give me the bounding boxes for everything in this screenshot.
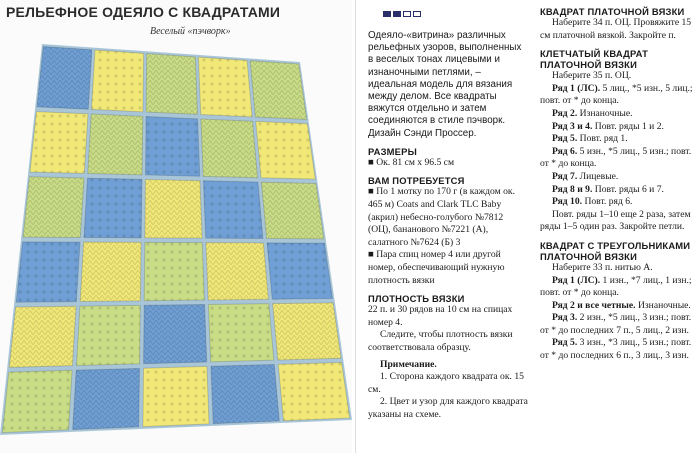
blanket-texture (76, 305, 140, 365)
materials-item-2: ■ Пара спиц номер 4 или другой номер, обеспечивающий нужную плотность вязки (368, 249, 505, 286)
blanket-texture (201, 119, 258, 178)
blanket-texture (73, 368, 140, 429)
gauge-check: Следите, чтобы плотность вязки соответствовала образцу. (368, 329, 513, 353)
square2-row-8-9: Ряд 8 и 9. Повт. ряды 6 и 7. (552, 183, 664, 195)
blanket-texture (267, 243, 332, 299)
blanket-texture (144, 305, 207, 364)
blanket-texture (143, 366, 209, 426)
square3-row-3: Ряд 3. 2 изн., *5 лиц., 3 изн.; повт. от * до последних 7 п., 5 лиц., 2 изн. (540, 312, 692, 336)
blanket-texture (92, 50, 144, 112)
blanket-texture (273, 303, 341, 360)
square1-text: Наберите 34 п. ОЦ. Провяжите 15 см платочной вязкой. Закройте п. (540, 17, 692, 41)
blanket-texture (146, 54, 197, 115)
square3-row-1: Ряд 1 (ЛС). 1 изн., *7 лиц., 1 изн.; повт. от * до конца. (540, 274, 692, 299)
notes-heading: Примечание. (380, 358, 437, 370)
square2-row-1: Ряд 1 (ЛС). 5 лиц., *5 изн., 5 лиц.; повт. от * до конца. (540, 82, 693, 107)
square2-cast: Наберите 35 п. ОЦ. (552, 70, 632, 82)
section-marker-icon (383, 11, 421, 17)
blanket-texture (250, 61, 307, 120)
blanket-texture (144, 242, 204, 300)
sizes-heading: РАЗМЕРЫ (368, 145, 417, 157)
blanket-texture (256, 121, 316, 179)
blanket-texture (16, 242, 80, 302)
square3-row-5: Ряд 5. 3 изн., *3 лиц., 5 изн.; повт. от * до последних 6 п., 3 лиц., 3 изн. (540, 337, 692, 362)
blanket-texture (206, 243, 268, 300)
blanket-texture (2, 370, 72, 432)
column-right-text (540, 6, 698, 363)
note-2: 2. Цвет и узор для каждого квадрата указаны на схеме. (368, 396, 528, 420)
blanket-texture (198, 57, 252, 117)
blanket-texture (203, 181, 263, 239)
blanket-texture (30, 112, 88, 174)
blanket-photo (0, 40, 352, 453)
blanket-texture (261, 182, 323, 239)
square2-row-10: Ряд 10. Повт. ряд 6. (552, 196, 633, 208)
page-subtitle: Веселый «пэчворк» (150, 26, 231, 37)
materials-item-1: ■ По 1 мотку по 170 г (в каждом ок. 465 м) Coats and Clark TLC Baby (акрил) небесно-голубого №7812 (ОЦ), бананового №7221 (А), салатного №7624 (Б) 3 (368, 186, 515, 248)
square2-row-3-4: Ряд 3 и 4. Повт. ряды 1 и 2. (552, 120, 664, 132)
blanket-texture (84, 178, 142, 238)
square3-row-2: Ряд 2 и все четные. Изнаночные. (552, 299, 691, 311)
column-left-text (368, 30, 528, 422)
sizes-text: ■ Ок. 81 см х 96.5 см (368, 156, 455, 168)
blanket-texture (80, 242, 141, 301)
materials-heading: ВАМ ПОТРЕБУЕТСЯ (368, 175, 465, 187)
intro-text: Одеяло-«витрина» различных рельефных узоров, выполненных в веселых тонах лицевыми и изнаночными петлями, – идеальная модель для вязания между делом. Все квадраты вяжутся отдельно и затем соединяются в стиле пэчворк. Дизайн Сэнди Проссер. (368, 30, 522, 139)
square1-heading: КВАДРАТ ПЛАТОЧНОЙ ВЯЗКИ (540, 6, 685, 17)
square3-cast: Наберите 33 п. нитью А. (552, 261, 653, 273)
note-1: 1. Сторона каждого квадрата ок. 15 см. (368, 371, 524, 395)
blanket-texture (23, 177, 84, 238)
blanket-texture (278, 363, 349, 421)
blanket-texture (37, 46, 92, 109)
square2-row-2: Ряд 2. Изнаночные. (552, 107, 633, 119)
square2-row-5: Ряд 5. Повт. ряд 1. (552, 133, 628, 145)
page-title: РЕЛЬЕФНОЕ ОДЕЯЛО С КВАДРАТАМИ (6, 4, 281, 20)
square3-heading: КВАДРАТ С ТРЕУГОЛЬНИКАМИ ПЛАТОЧНОЙ ВЯЗКИ (540, 239, 691, 262)
blanket-texture (211, 364, 279, 423)
blanket-texture (208, 304, 273, 362)
square2-row-6: Ряд 6. 5 изн., *5 лиц., 5 изн.; повт. от * до конца. (540, 145, 692, 170)
page-gutter (355, 0, 356, 453)
square2-heading: КЛЕТЧАТЫЙ КВАДРАТ ПЛАТОЧНОЙ ВЯЗКИ (540, 48, 649, 71)
blanket-texture (145, 117, 199, 177)
blanket-texture (88, 114, 143, 175)
gauge-heading: ПЛОТНОСТЬ ВЯЗКИ (368, 293, 465, 305)
gauge-text: 22 п. и 30 рядов на 10 см на спицах номер 4. (368, 304, 513, 328)
blanket-texture (145, 179, 202, 238)
blanket-texture (9, 306, 76, 367)
square2-row-7: Ряд 7. Лицевые. (552, 170, 619, 182)
square2-repeat: Повт. ряды 1–10 еще 2 раза, затем ряды 1–5 один раз. Закройте петли. (540, 208, 691, 233)
